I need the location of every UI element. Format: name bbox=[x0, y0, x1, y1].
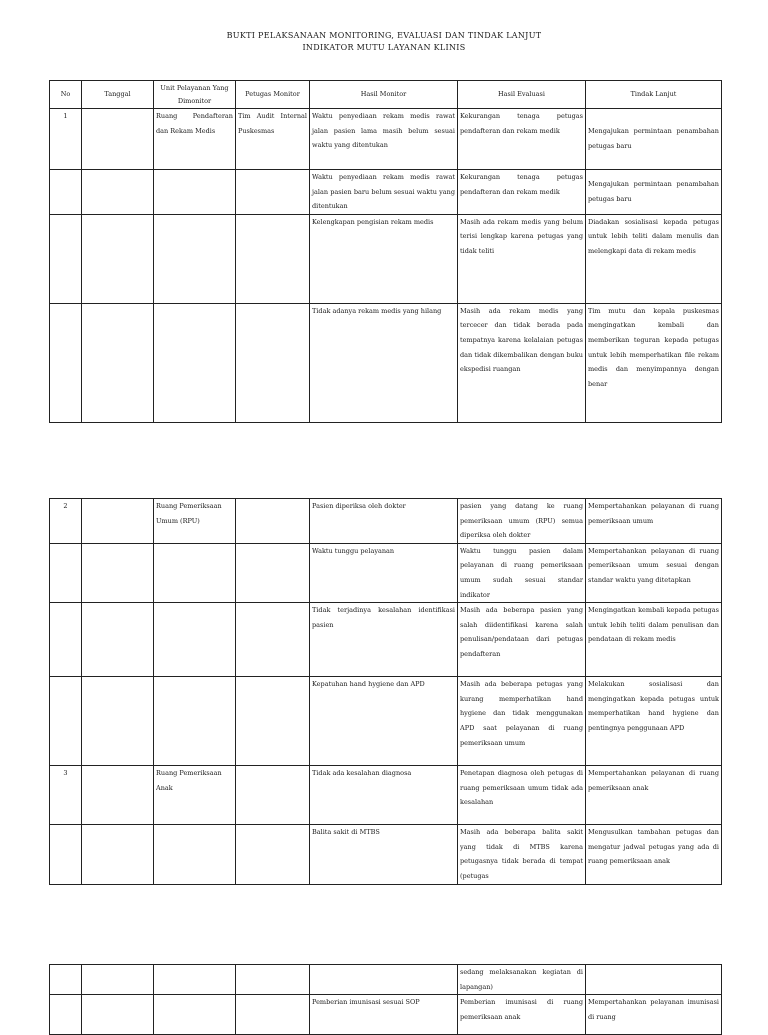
cell-unit bbox=[154, 603, 236, 677]
cell-tanggal bbox=[82, 603, 154, 677]
cell-hasil-evaluasi: Pemberian imunisasi di ruang pemeriksaan anak bbox=[458, 995, 586, 1035]
cell-tanggal bbox=[82, 499, 154, 544]
cell-hasil-evaluasi: Kekurangan tenaga petugas pendafteran dan rekam medik bbox=[458, 170, 586, 215]
cell-no: 3 bbox=[50, 766, 82, 825]
table-row bbox=[50, 109, 722, 170]
cell-hasil-evaluasi: Kekurangan tenaga petugas pendafteran dan rekam medik bbox=[458, 109, 586, 170]
cell-hasil-monitor: Tidak terjadinya kesalahan identifikasi pasien bbox=[310, 603, 458, 677]
cell-tanggal bbox=[82, 109, 154, 170]
cell-petugas bbox=[236, 499, 310, 544]
cell-tindak-lanjut: Mempertahankan pelayanan di ruang pemeriksaan umum sesuai dengan standar waktu yang ditetapkan bbox=[586, 543, 722, 602]
cell-unit bbox=[154, 995, 236, 1035]
cell-no: 2 bbox=[50, 499, 82, 544]
table-row bbox=[50, 214, 722, 303]
table-row bbox=[50, 603, 722, 677]
cell-hasil-evaluasi: sedang melaksanakan kegiatan di lapangan) bbox=[458, 965, 586, 995]
table-row bbox=[50, 766, 722, 825]
cell-tindak-lanjut: Mengajukan permintaan penambahan petugas baru bbox=[586, 170, 722, 215]
cell-tindak-lanjut: Mengajukan permintaan penambahan petugas baru bbox=[586, 109, 722, 170]
cell-tindak-lanjut: Mengusulkan tambahan petugas dan mengatur jadwal petugas yang ada di ruang pemeriksaan anak bbox=[586, 825, 722, 885]
table-row bbox=[50, 303, 722, 422]
cell-tanggal bbox=[82, 995, 154, 1035]
cell-hasil-evaluasi: Masih ada beberapa balita sakit yang tidak di MTBS karena petugasnya tidak berada di tempat (petugas bbox=[458, 825, 586, 885]
cell-unit bbox=[154, 543, 236, 602]
cell-hasil-monitor: Waktu tunggu pelayanan bbox=[310, 543, 458, 602]
cell-petugas bbox=[236, 677, 310, 766]
cell-hasil-monitor: Pasien diperiksa oleh dokter bbox=[310, 499, 458, 544]
monitoring-table-part-1 bbox=[49, 80, 722, 423]
cell-no bbox=[50, 303, 82, 422]
cell-unit bbox=[154, 677, 236, 766]
cell-unit: Ruang Pemeriksaan Umum (RPU) bbox=[154, 499, 236, 544]
cell-hasil-monitor: Waktu penyediaan rekam medis rawat jalan pasien baru belum sesuai waktu yang ditentukan bbox=[310, 170, 458, 215]
header-tanggal: Tanggal bbox=[82, 81, 154, 109]
cell-tindak-lanjut bbox=[586, 965, 722, 995]
cell-hasil-evaluasi: Masih ada beberapa petugas yang kurang memperhatikan hand hygiene dan tidak menggunakan APD saat pelayanan di ruang pemeriksaan umum bbox=[458, 677, 586, 766]
header-petugas: Petugas Monitor bbox=[236, 81, 310, 109]
cell-tindak-lanjut: Tim mutu dan kepala puskesmas mengingatkan kembali dan memberikan teguran kepada petugas untuk lebih memperhatikan file rekam medis dan menyimpannya dengan benar bbox=[586, 303, 722, 422]
table-row bbox=[50, 170, 722, 215]
cell-tanggal bbox=[82, 965, 154, 995]
cell-tindak-lanjut: Mempertahankan pelayanan di ruang pemeriksaan umum bbox=[586, 499, 722, 544]
header-hasil-monitor: Hasil Monitor bbox=[310, 81, 458, 109]
cell-unit bbox=[154, 825, 236, 885]
cell-no bbox=[50, 170, 82, 215]
cell-hasil-evaluasi: Penetapan diagnosa oleh petugas di ruang pemeriksaan umum tidak ada kesalahan bbox=[458, 766, 586, 825]
cell-hasil-evaluasi: pasien yang datang ke ruang pemeriksaan umum (RPU) semua diperiksa oleh dokter bbox=[458, 499, 586, 544]
cell-hasil-evaluasi: Waktu tunggu pasien dalam pelayanan di ruang pemeriksaan umum sudah sesuai standar indikator bbox=[458, 543, 586, 602]
cell-no bbox=[50, 603, 82, 677]
table-header-row bbox=[50, 81, 722, 109]
cell-petugas bbox=[236, 543, 310, 602]
cell-no bbox=[50, 543, 82, 602]
cell-hasil-evaluasi: Masih ada beberapa pasien yang salah diidentifikasi karena salah penulisan/pendataan dari petugas pendafteran bbox=[458, 603, 586, 677]
cell-petugas bbox=[236, 766, 310, 825]
cell-hasil-monitor: Waktu penyediaan rekam medis rawat jalan pasien lama masih belum sesuai waktu yang ditentukan bbox=[310, 109, 458, 170]
document-title bbox=[0, 30, 768, 54]
cell-hasil-monitor: Balita sakit di MTBS bbox=[310, 825, 458, 885]
table-row bbox=[50, 825, 722, 885]
cell-no bbox=[50, 825, 82, 885]
table-row bbox=[50, 677, 722, 766]
cell-no bbox=[50, 965, 82, 995]
cell-no bbox=[50, 677, 82, 766]
cell-hasil-monitor: Kepatuhan hand hygiene dan APD bbox=[310, 677, 458, 766]
cell-tindak-lanjut: Mempertahankan pelayanan di ruang pemeriksaan anak bbox=[586, 766, 722, 825]
header-hasil-evaluasi: Hasil Evaluasi bbox=[458, 81, 586, 109]
cell-petugas: Tim Audit Internal Puskesmas bbox=[236, 109, 310, 170]
header-tindak-lanjut: Tindak Lanjut bbox=[586, 81, 722, 109]
table-row bbox=[50, 499, 722, 544]
cell-tindak-lanjut: Diadakan sosialisasi kepada petugas untuk lebih teliti dalam menulis dan melengkapi data di rekam medis bbox=[586, 214, 722, 303]
cell-tanggal bbox=[82, 543, 154, 602]
cell-tanggal bbox=[82, 170, 154, 215]
cell-unit: Ruang Pendafteran dan Rekam Medis bbox=[154, 109, 236, 170]
cell-petugas bbox=[236, 825, 310, 885]
cell-hasil-monitor bbox=[310, 965, 458, 995]
cell-tindak-lanjut: Melakukan sosialisasi dan mengingatkan kepada petugas untuk memperhatikan hand hygiene dan pentingnya penggunaan APD bbox=[586, 677, 722, 766]
cell-petugas bbox=[236, 214, 310, 303]
header-unit: Unit Pelayanan Yang Dimonitor bbox=[154, 81, 236, 109]
table-row bbox=[50, 965, 722, 995]
cell-unit: Ruang Pemeriksaan Anak bbox=[154, 766, 236, 825]
cell-petugas bbox=[236, 170, 310, 215]
cell-hasil-monitor: Tidak adanya rekam medis yang hilang bbox=[310, 303, 458, 422]
cell-petugas bbox=[236, 995, 310, 1035]
cell-hasil-monitor: Pemberian imunisasi sesuai SOP bbox=[310, 995, 458, 1035]
cell-unit bbox=[154, 965, 236, 995]
cell-tanggal bbox=[82, 825, 154, 885]
cell-unit bbox=[154, 214, 236, 303]
cell-tanggal bbox=[82, 214, 154, 303]
cell-petugas bbox=[236, 965, 310, 995]
cell-petugas bbox=[236, 603, 310, 677]
cell-tindak-lanjut: Mengingatkan kembali kepada petugas untuk lebih teliti dalam penulisan dan pendataan di rekam medis bbox=[586, 603, 722, 677]
monitoring-table-part-3 bbox=[49, 964, 722, 1035]
cell-tanggal bbox=[82, 677, 154, 766]
table-row bbox=[50, 543, 722, 602]
title-line-1: BUKTI PELAKSANAAN MONITORING, EVALUASI DAN TINDAK LANJUT bbox=[226, 31, 542, 40]
cell-no: 1 bbox=[50, 109, 82, 170]
cell-unit bbox=[154, 170, 236, 215]
cell-no bbox=[50, 995, 82, 1035]
cell-tanggal bbox=[82, 303, 154, 422]
table-row bbox=[50, 995, 722, 1035]
cell-hasil-monitor: Kelengkapan pengisian rekam medis bbox=[310, 214, 458, 303]
cell-hasil-evaluasi: Masih ada rekam medis yang tercecer dan tidak berada pada tempatnya karena kelalaian petugas dan tidak dikembalikan dengan buku ekspedisi ruangan bbox=[458, 303, 586, 422]
cell-hasil-evaluasi: Masih ada rekam medis yang belum terisi lengkap karena petugas yang tidak teliti bbox=[458, 214, 586, 303]
monitoring-table-part-2 bbox=[49, 498, 722, 885]
cell-petugas bbox=[236, 303, 310, 422]
title-line-2: INDIKATOR MUTU LAYANAN KLINIS bbox=[302, 43, 466, 52]
header-no: No bbox=[50, 81, 82, 109]
cell-hasil-monitor: Tidak ada kesalahan diagnosa bbox=[310, 766, 458, 825]
cell-tanggal bbox=[82, 766, 154, 825]
cell-unit bbox=[154, 303, 236, 422]
cell-tindak-lanjut: Mempertahankan pelayanan imunisasi di ruang bbox=[586, 995, 722, 1035]
cell-no bbox=[50, 214, 82, 303]
